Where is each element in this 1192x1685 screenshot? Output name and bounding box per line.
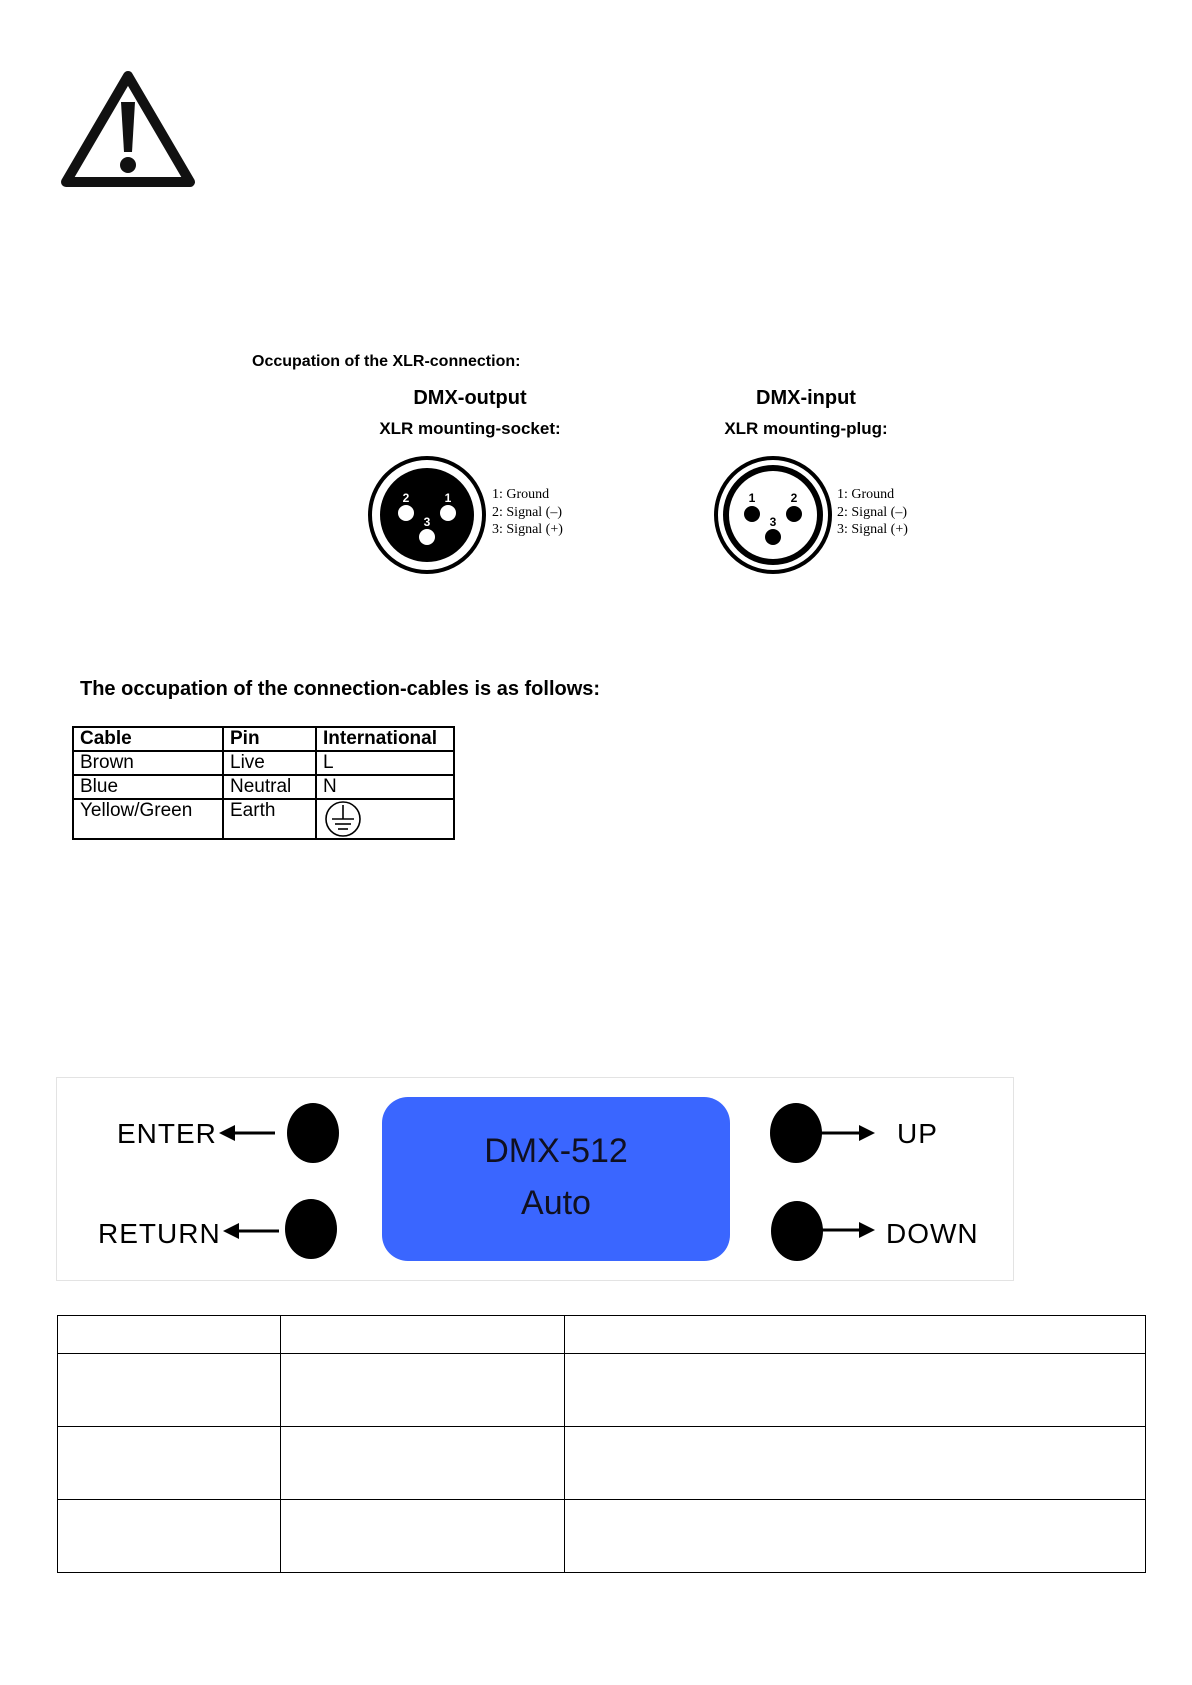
table-row	[58, 1500, 1146, 1573]
down-label: DOWN	[886, 1218, 979, 1249]
dmx-input-title: DMX-input	[756, 387, 856, 409]
xlr-plug-icon	[712, 454, 838, 580]
table-cell: Live	[223, 751, 316, 775]
table-cell	[58, 1427, 281, 1500]
legend-line: 2: Signal (–)	[492, 504, 562, 520]
table-cell	[58, 1500, 281, 1573]
legend-line: 2: Signal (–)	[837, 504, 907, 520]
arrow-left-icon	[219, 1121, 275, 1145]
table-row	[58, 1427, 1146, 1500]
plug-pin-label: 2	[790, 491, 798, 505]
table-row	[73, 799, 454, 839]
table-row	[58, 1354, 1146, 1427]
table-cell	[281, 1316, 565, 1354]
table-cell	[565, 1427, 1146, 1500]
xlr-socket-icon	[366, 454, 492, 580]
display-line-1: DMX-512	[484, 1132, 628, 1170]
socket-pin-label: 3	[423, 515, 431, 529]
dmx-output-subtitle: XLR mounting-socket:	[379, 419, 561, 438]
header-cell: Pin	[223, 727, 316, 751]
legend-line: 3: Signal (+)	[837, 522, 908, 537]
table-cell: Brown	[73, 751, 223, 775]
table-row	[73, 751, 454, 775]
display-line-2: Auto	[521, 1184, 591, 1222]
table-cell	[58, 1316, 281, 1354]
return-label: RETURN	[98, 1218, 221, 1249]
control-panel	[56, 1077, 1014, 1281]
table-row	[58, 1316, 1146, 1354]
cable-occupation-heading: The occupation of the connection-cables is as follows:	[80, 678, 601, 700]
table-row	[73, 775, 454, 799]
table-cell: Blue	[73, 775, 223, 799]
table-cell	[565, 1354, 1146, 1427]
table-cell	[281, 1500, 565, 1573]
plug-pin-label: 3	[769, 515, 777, 529]
lcd-display	[382, 1097, 730, 1261]
warning-triangle-icon	[58, 68, 198, 190]
up-label: UP	[897, 1118, 938, 1149]
socket-pin-label: 2	[402, 491, 410, 505]
socket-pin-legend	[492, 486, 563, 539]
header-cell: Cable	[73, 727, 223, 751]
header-cell: International	[316, 727, 454, 751]
socket-pin-label: 1	[444, 491, 452, 505]
up-button[interactable]	[770, 1103, 822, 1163]
arrow-right-icon	[819, 1121, 875, 1145]
arrow-right-icon	[819, 1218, 875, 1242]
legend-line: 1: Ground	[492, 487, 550, 502]
dmx-input-subtitle: XLR mounting-plug:	[724, 419, 888, 438]
dmx-output-title: DMX-output	[413, 387, 527, 409]
return-button[interactable]	[285, 1199, 337, 1259]
table-cell	[281, 1354, 565, 1427]
table-cell: Neutral	[223, 775, 316, 799]
cable-table	[72, 726, 455, 840]
down-button[interactable]	[771, 1201, 823, 1261]
arrow-left-icon	[223, 1219, 279, 1243]
table-cell: Earth	[223, 799, 316, 839]
plug-pin-label: 1	[748, 491, 756, 505]
table-cell	[565, 1500, 1146, 1573]
table-cell	[565, 1316, 1146, 1354]
table-cell: Yellow/Green	[73, 799, 223, 839]
table-cell	[316, 799, 454, 839]
enter-label: ENTER	[117, 1118, 217, 1149]
enter-button[interactable]	[287, 1103, 339, 1163]
table-cell	[281, 1427, 565, 1500]
legend-line: 3: Signal (+)	[492, 522, 563, 537]
table-header-row	[73, 727, 454, 751]
table-cell	[58, 1354, 281, 1427]
plug-pin-legend	[837, 486, 908, 539]
earth-ground-icon	[323, 800, 363, 838]
legend-line: 1: Ground	[837, 487, 895, 502]
table-cell: N	[316, 775, 454, 799]
table-cell: L	[316, 751, 454, 775]
xlr-caption: Occupation of the XLR-connection:	[252, 353, 521, 370]
function-table	[57, 1315, 1146, 1573]
